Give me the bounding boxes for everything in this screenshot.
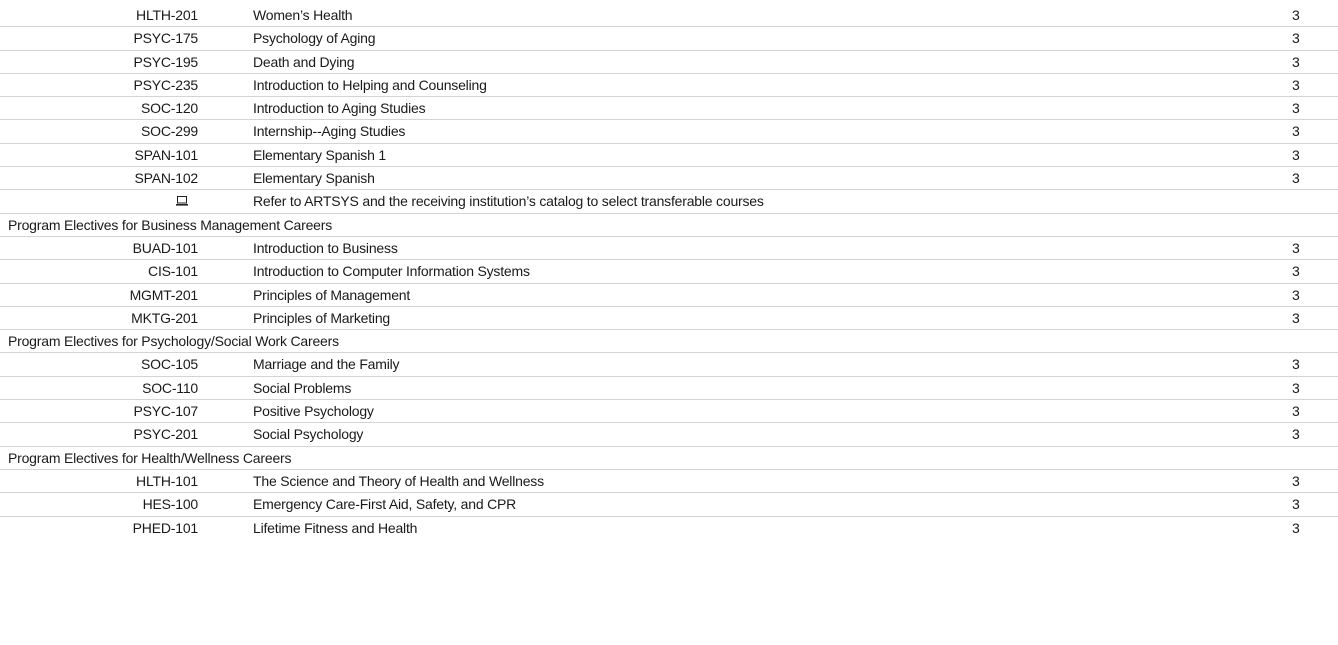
- transfer-note-row: [0, 190, 1338, 213]
- course-credits: 3: [1292, 356, 1300, 373]
- course-code: MGMT-201: [129, 286, 198, 303]
- table-row: [0, 260, 1338, 283]
- course-code: SOC-110: [142, 379, 198, 396]
- course-title: Introduction to Business: [253, 239, 398, 256]
- course-credits: 3: [1292, 519, 1300, 536]
- course-title: Introduction to Computer Information Systems: [253, 263, 530, 280]
- course-credits: 3: [1292, 309, 1300, 326]
- section-heading-label: Program Electives for Business Management Careers: [8, 216, 333, 233]
- course-code: PSYC-107: [133, 403, 198, 420]
- course-title: Psychology of Aging: [253, 30, 376, 47]
- course-title: Women’s Health: [253, 7, 353, 23]
- table-row: [0, 51, 1338, 74]
- course-code: HLTH-201: [136, 7, 198, 23]
- table-row: [0, 144, 1338, 167]
- course-credits: 3: [1292, 123, 1300, 140]
- course-code: SPAN-102: [134, 170, 198, 187]
- section-heading-label: Program Electives for Health/Wellness Careers: [8, 449, 292, 466]
- table-row: [0, 470, 1338, 493]
- course-code: HES-100: [142, 496, 198, 513]
- course-credits: 3: [1292, 53, 1300, 70]
- table-row: [0, 423, 1338, 446]
- laptop-icon: [176, 196, 188, 206]
- course-title: Elementary Spanish: [253, 170, 375, 187]
- course-title: The Science and Theory of Health and Wellness: [253, 472, 544, 489]
- course-title: Internship--Aging Studies: [253, 123, 406, 140]
- table-row: [0, 237, 1338, 260]
- table-row: [0, 120, 1338, 143]
- course-code: PSYC-235: [133, 76, 198, 93]
- course-title: Lifetime Fitness and Health: [253, 519, 418, 536]
- table-row: [0, 97, 1338, 120]
- section-heading-psychology: [0, 330, 1338, 353]
- course-title: Principles of Management: [253, 286, 411, 303]
- course-code: PSYC-201: [133, 426, 198, 443]
- course-title: Positive Psychology: [253, 403, 374, 420]
- course-code: SOC-299: [141, 123, 198, 140]
- course-credits: 3: [1292, 426, 1300, 443]
- course-title: Social Problems: [253, 379, 352, 396]
- course-code: PHED-101: [132, 519, 198, 536]
- course-credits: 3: [1292, 7, 1300, 23]
- course-credits: 3: [1292, 286, 1300, 303]
- course-code: SOC-120: [141, 100, 198, 117]
- course-code: PSYC-175: [133, 30, 198, 47]
- course-credits: 3: [1292, 76, 1300, 93]
- table-row: [0, 284, 1338, 307]
- table-row: [0, 27, 1338, 50]
- table-row: [0, 517, 1338, 540]
- course-title: Elementary Spanish 1: [253, 146, 386, 163]
- table-row: [0, 307, 1338, 330]
- course-credits: 3: [1292, 263, 1300, 280]
- table-row: [0, 4, 1338, 27]
- course-code: HLTH-101: [136, 472, 198, 489]
- course-code: CIS-101: [148, 263, 198, 280]
- course-code: SPAN-101: [134, 146, 198, 163]
- course-credits: 3: [1292, 170, 1300, 187]
- course-credits: 3: [1292, 496, 1300, 513]
- course-title: Introduction to Aging Studies: [253, 100, 426, 117]
- course-credits: 3: [1292, 30, 1300, 47]
- course-credits: 3: [1292, 403, 1300, 420]
- course-credits: 3: [1292, 100, 1300, 117]
- table-row: [0, 493, 1338, 516]
- transfer-note-text: Refer to ARTSYS and the receiving institution’s catalog to select transferable courses: [253, 193, 764, 210]
- course-code: PSYC-195: [133, 53, 198, 70]
- course-title: Principles of Marketing: [253, 309, 391, 326]
- course-credits: 3: [1292, 146, 1300, 163]
- course-credits: 3: [1292, 472, 1300, 489]
- section-heading-health: [0, 447, 1338, 470]
- section-heading-business: [0, 214, 1338, 237]
- course-title: Social Psychology: [253, 426, 364, 443]
- section-heading-label: Program Electives for Psychology/Social Work Careers: [8, 333, 339, 350]
- course-title: Marriage and the Family: [253, 356, 400, 373]
- table-row: [0, 353, 1338, 376]
- table-row: [0, 377, 1338, 400]
- course-credits: 3: [1292, 379, 1300, 396]
- table-row: [0, 167, 1338, 190]
- course-title: Death and Dying: [253, 53, 355, 70]
- table-row: [0, 74, 1338, 97]
- course-code: SOC-105: [141, 356, 198, 373]
- table-row: [0, 400, 1338, 423]
- course-credits: 3: [1292, 239, 1300, 256]
- course-code: MKTG-201: [131, 309, 198, 326]
- course-title: Introduction to Helping and Counseling: [253, 76, 487, 93]
- course-code: BUAD-101: [132, 239, 198, 256]
- course-title: Emergency Care-First Aid, Safety, and CPR: [253, 496, 517, 513]
